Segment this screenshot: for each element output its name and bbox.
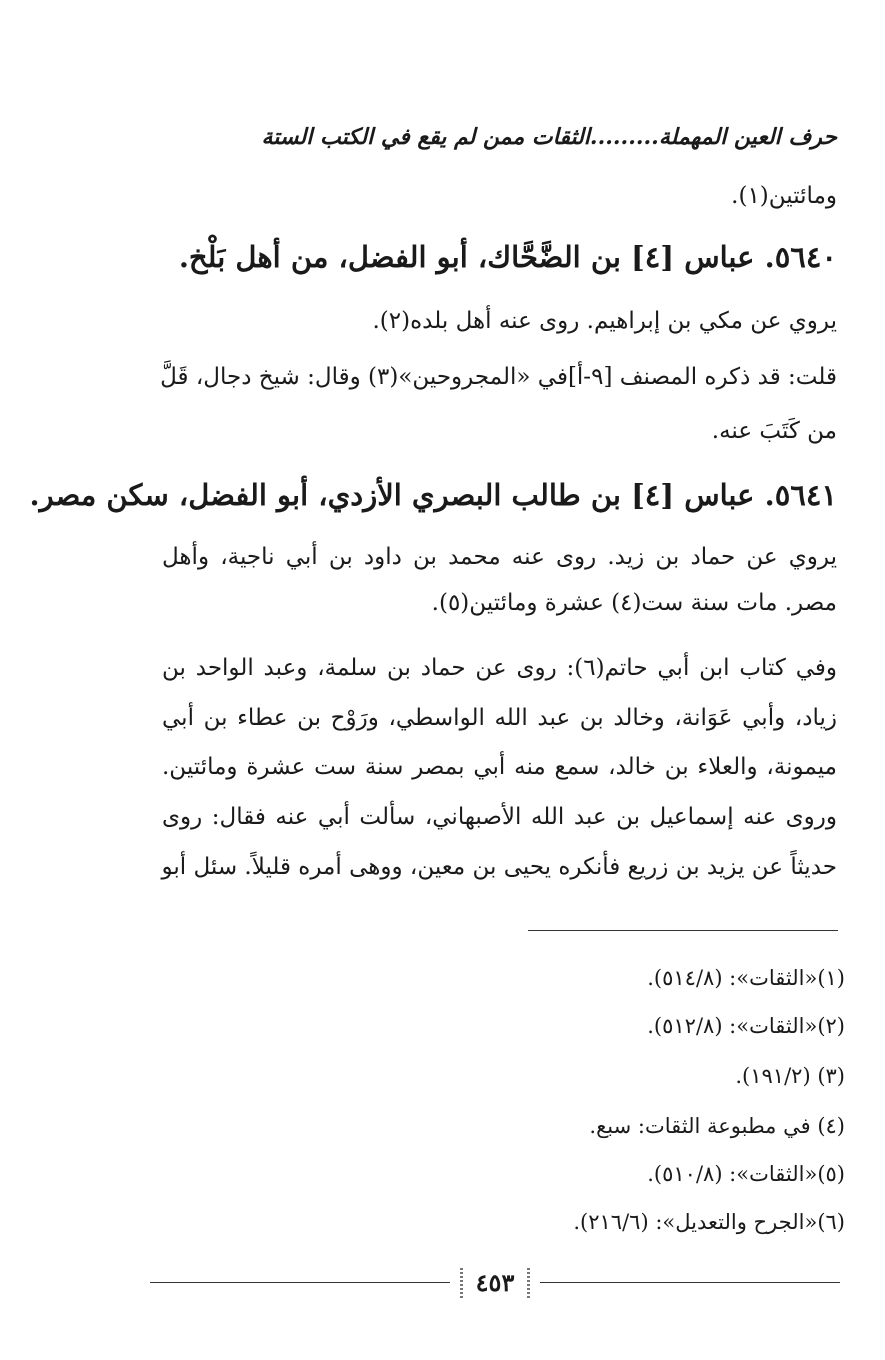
body-line: يروي عن حماد بن زيد. روى عنه محمد بن داود بن أبي ناجية، وأهل <box>162 544 837 570</box>
page-number: ٤٥٣ <box>450 1268 540 1297</box>
body-line: وفي كتاب ابن أبي حاتم(٦): روى عن حماد بن سلمة، وعبد الواحد بن <box>162 655 837 681</box>
footnote: (٥)«الثقات»: (٥١٠/٨). <box>647 1162 845 1186</box>
footnote: (٢)«الثقات»: (٥١٢/٨). <box>647 1014 845 1038</box>
footnote: (٤) في مطبوعة الثقات: سبع. <box>589 1114 845 1138</box>
footnote: (٣) (١٩١/٢). <box>735 1064 845 1088</box>
body-line: ومائتين(١). <box>731 183 837 209</box>
body-line: قلت: قد ذكره المصنف [٩-أ]في «المجروحين»(٣) وقال: شيخ دجال، قَلَّ <box>160 364 837 390</box>
body-line: وروى عنه إسماعيل بن عبد الله الأصبهاني، سألت أبي عنه فقال: روى <box>162 804 837 830</box>
body-line: مصر. مات سنة ست(٤) عشرة ومائتين(٥). <box>431 590 837 616</box>
footnote-separator <box>528 930 838 931</box>
body-line: من كَتَبَ عنه. <box>711 418 837 444</box>
entry-title: ٥٦٤١. عباس [٤] بن طالب البصري الأزدي، أبو الفضل، سكن مصر. <box>29 478 837 512</box>
page-footer <box>150 1270 840 1300</box>
body-line: زياد، وأبي عَوَانة، وخالد بن عبد الله الواسطي، ورَوْح بن عطاء بن أبي <box>162 705 837 731</box>
entry-title: ٥٦٤٠. عباس [٤] بن الضَّحَّاك، أبو الفضل، من أهل بَلْخ. <box>178 240 837 274</box>
footnote: (٦)«الجرح والتعديل»: (٢١٦/٦). <box>573 1210 845 1234</box>
body-line: يروي عن مكي بن إبراهيم. روى عنه أهل بلده(٢). <box>372 308 837 334</box>
running-header: حرف العين المهملة.........الثقات ممن لم يقع في الكتب الستة <box>261 124 837 150</box>
body-line: ميمونة، والعلاء بن خالد، سمع منه أبي بمصر سنة ست عشرة ومائتين. <box>162 754 837 780</box>
footer-rule-left <box>150 1282 450 1283</box>
footer-rule-right <box>540 1282 840 1283</box>
footnote: (١)«الثقات»: (٥١٤/٨). <box>647 966 845 990</box>
body-line: حديثاً عن يزيد بن زريع فأنكره يحيى بن معين، ووهى أمره قليلاً. سئل أبو <box>161 854 837 880</box>
